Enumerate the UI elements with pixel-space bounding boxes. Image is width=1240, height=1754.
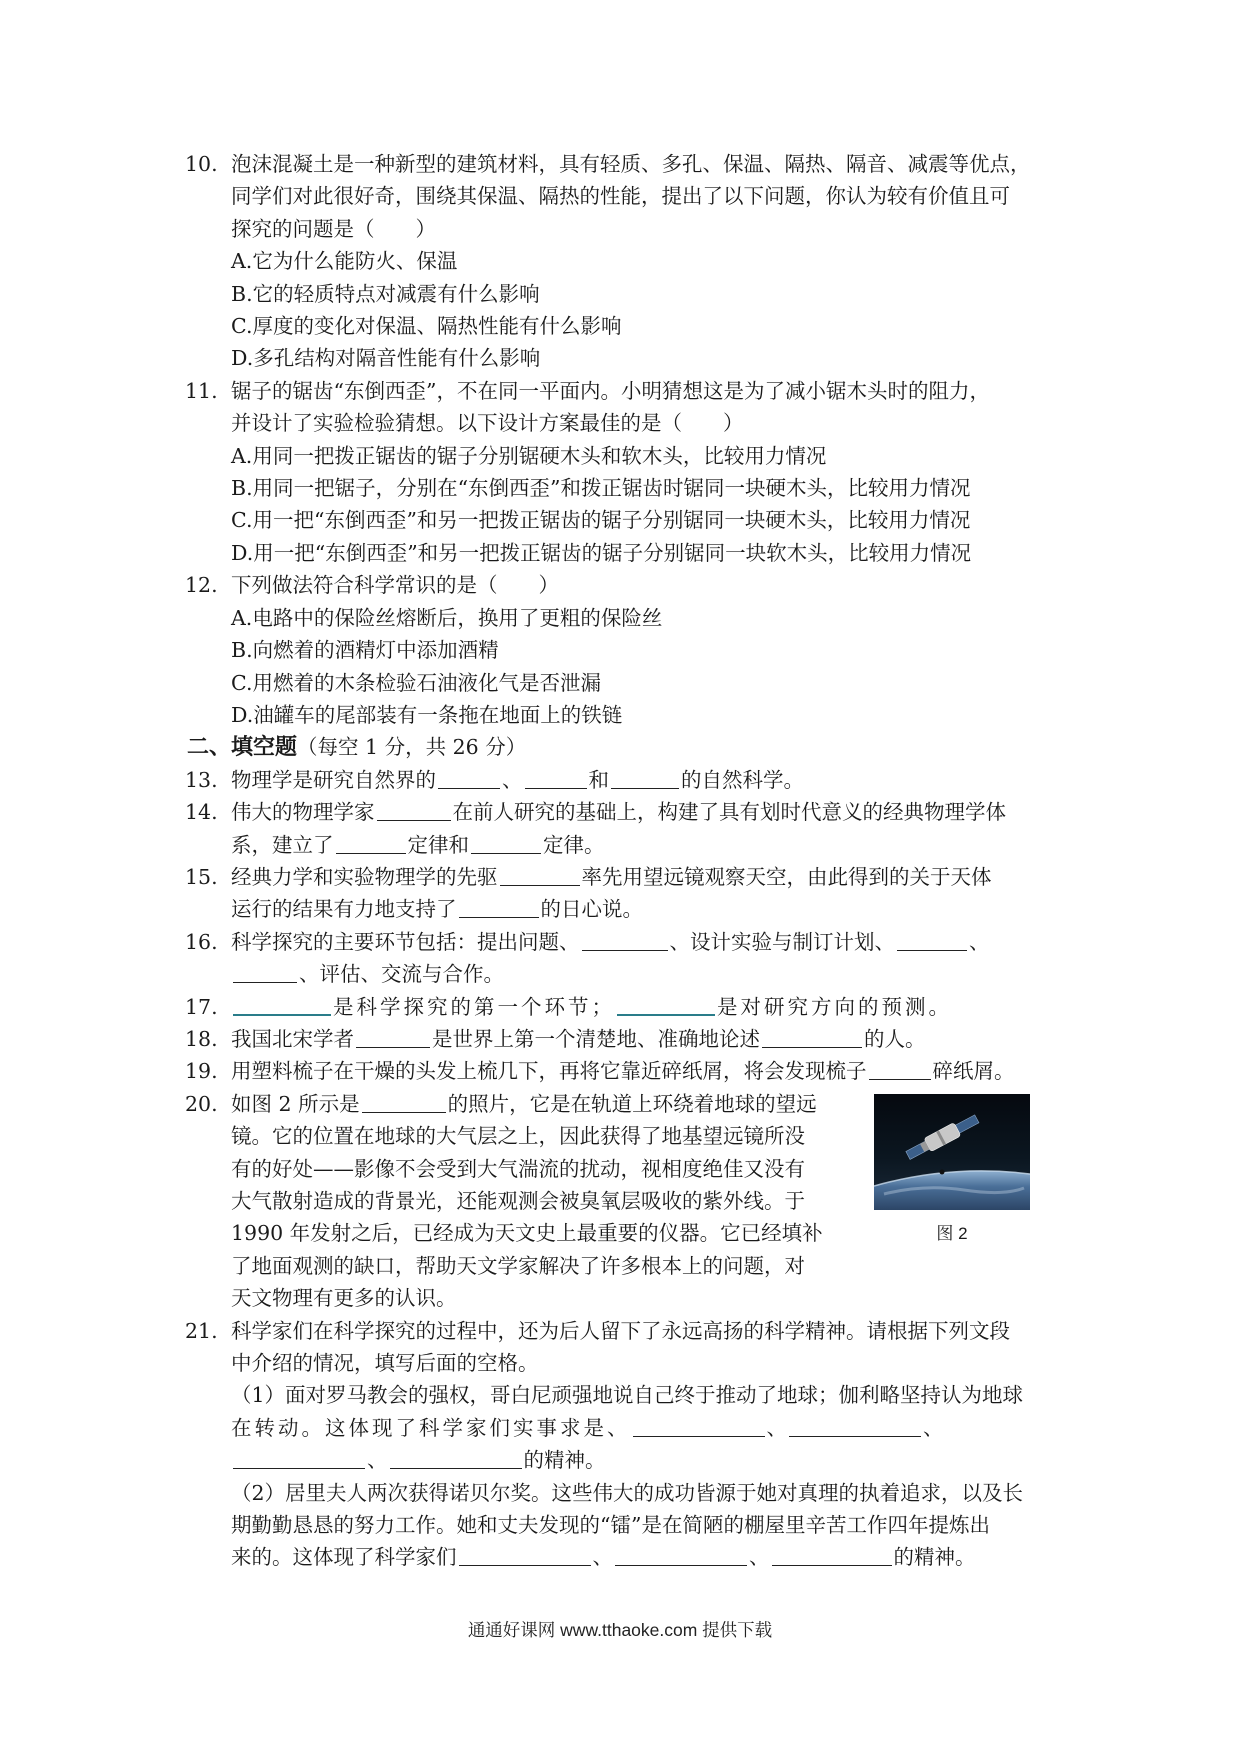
option-a: A.电路中的保险丝熔断后，换用了更粗的保险丝 xyxy=(231,605,663,630)
answer-blank[interactable] xyxy=(459,895,539,918)
question-17 xyxy=(187,991,1057,1023)
question-text: 、 xyxy=(969,929,990,954)
question-text: 了地面观测的缺口，帮助天文学家解决了许多根本上的问题，对 xyxy=(231,1253,805,1278)
answer-blank[interactable] xyxy=(772,1543,892,1566)
answer-blank[interactable] xyxy=(611,766,679,789)
question-11 xyxy=(187,375,1057,569)
question-text: 的照片，它是在轨道上环绕着地球的望远 xyxy=(447,1091,817,1116)
answer-blank[interactable] xyxy=(525,766,587,789)
question-text: 同学们对此很好奇，围绕其保温、隔热的性能，提出了以下问题，你认为较有价值且可 xyxy=(231,184,1010,209)
answer-blank[interactable] xyxy=(438,766,500,789)
question-text: 系，建立了 xyxy=(231,832,334,857)
question-text: 定律。 xyxy=(543,832,605,857)
question-number: 13. xyxy=(185,767,218,792)
answer-blank[interactable] xyxy=(233,960,297,983)
question-number: 20. xyxy=(185,1091,218,1116)
question-10 xyxy=(187,148,1057,375)
answer-blank[interactable] xyxy=(582,928,668,951)
option-d: D.用一把“东倒西歪”和另一把拨正锯齿的锯子分别锯同一块软木头，比较用力情况 xyxy=(231,540,972,565)
question-number: 18. xyxy=(185,1026,218,1051)
answer-blank[interactable] xyxy=(362,1090,446,1113)
option-b: B.向燃着的酒精灯中添加酒精 xyxy=(231,638,499,663)
question-text: 的精神。 xyxy=(523,1448,606,1473)
question-18 xyxy=(187,1023,1057,1055)
answer-blank[interactable] xyxy=(377,798,451,821)
question-number: 21. xyxy=(185,1318,218,1343)
answer-blank[interactable] xyxy=(471,831,541,854)
answer-blank[interactable] xyxy=(356,1025,430,1048)
question-text: 定律和 xyxy=(407,832,469,857)
answer-blank[interactable] xyxy=(336,831,406,854)
question-text: 锯子的锯齿“东倒西歪”，不在同一平面内。小明猜想这是为了减小锯木头时的阻力， xyxy=(231,378,990,403)
option-b: B.用同一把锯子，分别在“东倒西歪”和拨正锯齿时锯同一块硬木头，比较用力情况 xyxy=(231,476,971,501)
question-text: 如图 2 所示是 xyxy=(231,1091,360,1116)
question-text: 的日心说。 xyxy=(540,897,643,922)
question-text: 、设计实验与制订计划、 xyxy=(669,929,895,954)
section-note: （每空 1 分，共 26 分） xyxy=(297,735,527,760)
question-19 xyxy=(187,1055,1057,1087)
question-text: 我国北宋学者 xyxy=(231,1026,354,1051)
question-text: 天文物理有更多的认识。 xyxy=(231,1286,457,1311)
answer-blank[interactable] xyxy=(233,992,331,1016)
option-d: D.多孔结构对隔音性能有什么影响 xyxy=(231,346,541,371)
answer-blank[interactable] xyxy=(617,992,715,1016)
question-text: 、 xyxy=(502,767,523,792)
question-text: 是世界上第一个清楚地、准确地论述 xyxy=(432,1026,760,1051)
option-c: C.用一把“东倒西歪”和另一把拨正锯齿的锯子分别锯同一块硬木头，比较用力情况 xyxy=(231,508,971,533)
question-14 xyxy=(187,796,1057,861)
question-text: 、评估、交流与合作。 xyxy=(299,962,504,987)
question-text: 物理学是研究自然界的 xyxy=(231,767,436,792)
question-number: 16. xyxy=(185,929,218,954)
question-16 xyxy=(187,926,1057,991)
question-text: 的自然科学。 xyxy=(681,767,804,792)
question-number: 17. xyxy=(185,994,218,1019)
question-13 xyxy=(187,764,1057,796)
question-text: 、 xyxy=(749,1545,770,1570)
question-number: 15. xyxy=(185,864,218,889)
question-text: 运行的结果有力地支持了 xyxy=(231,897,457,922)
question-text: 经典力学和实验物理学的先驱 xyxy=(231,864,498,889)
question-text: 并设计了实验检验猜想。以下设计方案最佳的是（ ） xyxy=(231,411,744,436)
question-text: 科学探究的主要环节包括：提出问题、 xyxy=(231,929,580,954)
page-footer: 通通好课网 www.tthaoke.com 提供下载 xyxy=(467,1620,773,1640)
answer-blank[interactable] xyxy=(615,1543,747,1566)
question-text: 科学家们在科学探究的过程中，还为后人留下了永远高扬的科学精神。请根据下列文段 xyxy=(231,1318,1010,1343)
hubble-telescope-photo xyxy=(874,1094,1030,1210)
answer-blank[interactable] xyxy=(762,1025,862,1048)
question-text: 在前人研究的基础上，构建了具有划时代意义的经典物理学体 xyxy=(452,800,1006,825)
question-text: 伟大的物理学家 xyxy=(231,800,375,825)
question-text: 、 xyxy=(367,1448,388,1473)
question-number: 14. xyxy=(185,800,218,825)
figure-2 xyxy=(874,1094,1030,1250)
question-number: 12. xyxy=(185,573,218,598)
question-text: 有的好处——影像不会受到大气湍流的扰动，视相度绝佳又没有 xyxy=(231,1156,805,1181)
question-text: 期勤勤恳恳的努力工作。她和丈夫发现的“镭”是在简陋的棚屋里辛苦工作四年提炼出 xyxy=(231,1513,990,1538)
question-text: 和 xyxy=(588,767,609,792)
question-text: 探究的问题是（ ） xyxy=(231,216,436,241)
question-text: 的精神。 xyxy=(893,1545,976,1570)
answer-blank[interactable] xyxy=(869,1057,931,1080)
question-number: 19. xyxy=(185,1059,218,1084)
question-12 xyxy=(187,569,1057,731)
answer-blank[interactable] xyxy=(500,863,580,886)
question-text: 是对研究方向的预测。 xyxy=(717,994,952,1019)
option-c: C.用燃着的木条检验石油液化气是否泄漏 xyxy=(231,670,601,695)
question-number: 10. xyxy=(185,152,218,176)
question-text: 、 xyxy=(592,1545,613,1570)
question-text: 是科学探究的第一个环节； xyxy=(333,994,615,1019)
answer-blank[interactable] xyxy=(459,1543,591,1566)
option-b: B.它的轻质特点对减震有什么影响 xyxy=(231,281,540,306)
option-a: A.它为什么能防火、保温 xyxy=(231,249,458,274)
question-15 xyxy=(187,861,1057,926)
section-heading xyxy=(187,731,1057,763)
question-21 xyxy=(187,1315,1057,1574)
question-20 xyxy=(187,1088,1057,1315)
question-text: 下列做法符合科学常识的是（ ） xyxy=(231,573,559,598)
question-text: 、 xyxy=(923,1415,944,1440)
question-text: （2）居里夫人两次获得诺贝尔奖。这些伟大的成功皆源于她对真理的执着追求，以及长 xyxy=(231,1480,1024,1505)
answer-blank[interactable] xyxy=(897,928,967,951)
question-text: （1）面对罗马教会的强权，哥白尼顽强地说自己终于推动了地球；伽利略坚持认为地球 xyxy=(231,1383,1024,1408)
question-text: 大气散射造成的背景光，还能观测会被臭氧层吸收的紫外线。于 xyxy=(231,1189,805,1213)
option-c: C.厚度的变化对保温、隔热性能有什么影响 xyxy=(231,314,622,339)
question-text: 中介绍的情况，填写后面的空格。 xyxy=(231,1351,539,1376)
answer-blank[interactable] xyxy=(789,1414,921,1437)
question-text: 碎纸屑。 xyxy=(932,1059,1015,1084)
section-title: 二、填空题 xyxy=(187,734,298,761)
question-text: 泡沫混凝土是一种新型的建筑材料，具有轻质、多孔、保温、隔热、隔音、减震等优点， xyxy=(231,152,1031,176)
question-text: 率先用望远镜观察天空，由此得到的关于天体 xyxy=(581,864,992,889)
question-number: 11. xyxy=(185,378,218,403)
question-text: 1990 年发射之后，已经成为天文史上最重要的仪器。它已经填补 xyxy=(231,1221,823,1246)
answer-blank[interactable] xyxy=(390,1446,522,1469)
question-text: 来的。这体现了科学家们 xyxy=(231,1545,457,1570)
option-a: A.用同一把拨正锯齿的锯子分别锯硬木头和软木头，比较用力情况 xyxy=(231,443,827,468)
question-text: 在转动。这体现了科学家们实事求是、 xyxy=(231,1415,631,1440)
figure-caption: 图 2 xyxy=(936,1223,968,1243)
answer-blank[interactable] xyxy=(633,1414,765,1437)
question-text: 镜。它的位置在地球的大气层之上，因此获得了地基望远镜所没 xyxy=(231,1124,805,1149)
question-text: 、 xyxy=(766,1415,787,1440)
exam-page xyxy=(187,148,1057,1574)
question-text: 的人。 xyxy=(864,1026,926,1051)
option-d: D.油罐车的尾部装有一条拖在地面上的铁链 xyxy=(231,702,623,727)
answer-blank[interactable] xyxy=(233,1446,365,1469)
question-text: 用塑料梳子在干燥的头发上梳几下，再将它靠近碎纸屑，将会发现梳子 xyxy=(231,1059,867,1084)
